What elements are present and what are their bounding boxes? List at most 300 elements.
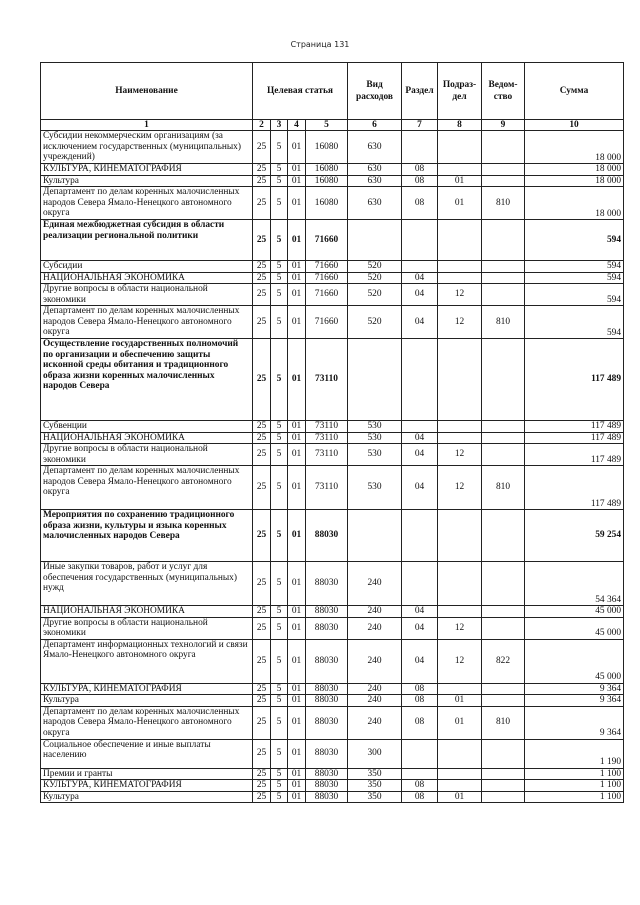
target-article-part: 01 bbox=[288, 421, 306, 433]
target-article-part: 01 bbox=[288, 284, 306, 306]
table-row bbox=[41, 444, 624, 466]
expense-type-cell: 240 bbox=[348, 606, 402, 618]
row-name-cell: Департамент по делам коренных малочисленных народов Севера Ямало-Ненецкого автономного округа bbox=[41, 706, 253, 739]
table-row bbox=[41, 639, 624, 683]
department-cell bbox=[482, 272, 525, 284]
budget-table bbox=[40, 62, 624, 803]
target-article-part: 01 bbox=[288, 432, 306, 444]
department-cell: 810 bbox=[482, 306, 525, 339]
subsection-cell bbox=[438, 339, 482, 421]
column-number: 4 bbox=[288, 120, 306, 131]
section-cell: 08 bbox=[402, 791, 438, 803]
amount-cell: 18 000 bbox=[525, 187, 624, 220]
row-name-cell: НАЦИОНАЛЬНАЯ ЭКОНОМИКА bbox=[41, 432, 253, 444]
department-cell: 810 bbox=[482, 466, 525, 510]
target-article-part: 25 bbox=[253, 791, 271, 803]
target-article-code: 88030 bbox=[306, 706, 348, 739]
section-cell: 04 bbox=[402, 272, 438, 284]
amount-cell: 1 100 bbox=[525, 768, 624, 780]
row-name-cell: Субвенции bbox=[41, 421, 253, 433]
target-article-part: 5 bbox=[271, 306, 288, 339]
row-name-cell: Департамент по делам коренных малочисленных народов Севера Ямало-Ненецкого автономного округа bbox=[41, 306, 253, 339]
section-cell: 08 bbox=[402, 695, 438, 707]
row-name-cell: Культура bbox=[41, 791, 253, 803]
target-article-part: 5 bbox=[271, 695, 288, 707]
target-article-part: 5 bbox=[271, 791, 288, 803]
table-row bbox=[41, 606, 624, 618]
amount-cell: 117 489 bbox=[525, 339, 624, 421]
target-article-code: 71660 bbox=[306, 261, 348, 273]
amount-cell: 18 000 bbox=[525, 131, 624, 164]
target-article-part: 25 bbox=[253, 421, 271, 433]
column-number: 7 bbox=[402, 120, 438, 131]
target-article-part: 01 bbox=[288, 131, 306, 164]
row-name-cell: Культура bbox=[41, 175, 253, 187]
subsection-cell bbox=[438, 261, 482, 273]
target-article-code: 73110 bbox=[306, 466, 348, 510]
expense-type-cell: 240 bbox=[348, 695, 402, 707]
target-article-part: 01 bbox=[288, 606, 306, 618]
target-article-part: 5 bbox=[271, 739, 288, 768]
target-article-part: 5 bbox=[271, 284, 288, 306]
subsection-cell: 12 bbox=[438, 466, 482, 510]
target-article-code: 88030 bbox=[306, 780, 348, 792]
target-article-part: 01 bbox=[288, 706, 306, 739]
target-article-part: 5 bbox=[271, 131, 288, 164]
section-cell: 08 bbox=[402, 706, 438, 739]
target-article-code: 88030 bbox=[306, 683, 348, 695]
department-cell: 822 bbox=[482, 639, 525, 683]
target-article-part: 25 bbox=[253, 606, 271, 618]
expense-type-cell: 520 bbox=[348, 272, 402, 284]
amount-cell: 18 000 bbox=[525, 164, 624, 176]
department-cell bbox=[482, 739, 525, 768]
table-row bbox=[41, 131, 624, 164]
target-article-part: 5 bbox=[271, 706, 288, 739]
target-article-part: 5 bbox=[271, 510, 288, 562]
amount-cell: 117 489 bbox=[525, 466, 624, 510]
target-article-code: 71660 bbox=[306, 272, 348, 284]
row-name-cell: НАЦИОНАЛЬНАЯ ЭКОНОМИКА bbox=[41, 272, 253, 284]
department-cell bbox=[482, 164, 525, 176]
table-row bbox=[41, 339, 624, 421]
table-row bbox=[41, 272, 624, 284]
row-name-cell: Единая межбюджетная субсидия в области реализации региональной политики bbox=[41, 220, 253, 261]
expense-type-cell: 240 bbox=[348, 639, 402, 683]
expense-type-cell bbox=[348, 339, 402, 421]
department-cell bbox=[482, 284, 525, 306]
row-name-cell: Субсидии некоммерческим организациям (за исключением государственных (муниципальных) учреждений) bbox=[41, 131, 253, 164]
target-article-part: 5 bbox=[271, 432, 288, 444]
table-row bbox=[41, 739, 624, 768]
row-name-cell: Социальное обеспечение и иные выплаты населению bbox=[41, 739, 253, 768]
amount-cell: 45 000 bbox=[525, 617, 624, 639]
target-article-part: 01 bbox=[288, 768, 306, 780]
row-name-cell: Другие вопросы в области национальной экономики bbox=[41, 444, 253, 466]
target-article-part: 25 bbox=[253, 131, 271, 164]
subsection-cell: 12 bbox=[438, 617, 482, 639]
amount-cell: 1 100 bbox=[525, 780, 624, 792]
row-name-cell: Премии и гранты bbox=[41, 768, 253, 780]
row-name-cell: КУЛЬТУРА, КИНЕМАТОГРАФИЯ bbox=[41, 780, 253, 792]
section-cell: 08 bbox=[402, 780, 438, 792]
row-name-cell: КУЛЬТУРА, КИНЕМАТОГРАФИЯ bbox=[41, 683, 253, 695]
department-cell bbox=[482, 768, 525, 780]
header-department: Ведом-ство bbox=[482, 63, 525, 120]
table-row bbox=[41, 432, 624, 444]
target-article-code: 16080 bbox=[306, 164, 348, 176]
department-cell: 810 bbox=[482, 187, 525, 220]
target-article-part: 01 bbox=[288, 272, 306, 284]
expense-type-cell: 520 bbox=[348, 284, 402, 306]
expense-type-cell: 240 bbox=[348, 683, 402, 695]
target-article-part: 01 bbox=[288, 164, 306, 176]
target-article-code: 88030 bbox=[306, 606, 348, 618]
row-name-cell: Субсидии bbox=[41, 261, 253, 273]
target-article-code: 71660 bbox=[306, 284, 348, 306]
row-name-cell: НАЦИОНАЛЬНАЯ ЭКОНОМИКА bbox=[41, 606, 253, 618]
target-article-part: 5 bbox=[271, 780, 288, 792]
amount-cell: 117 489 bbox=[525, 444, 624, 466]
section-cell: 04 bbox=[402, 466, 438, 510]
expense-type-cell: 350 bbox=[348, 780, 402, 792]
target-article-part: 01 bbox=[288, 791, 306, 803]
target-article-part: 01 bbox=[288, 639, 306, 683]
section-cell: 08 bbox=[402, 187, 438, 220]
subsection-cell bbox=[438, 768, 482, 780]
expense-type-cell: 240 bbox=[348, 617, 402, 639]
section-cell bbox=[402, 261, 438, 273]
target-article-part: 5 bbox=[271, 187, 288, 220]
row-name-cell: КУЛЬТУРА, КИНЕМАТОГРАФИЯ bbox=[41, 164, 253, 176]
table-row bbox=[41, 261, 624, 273]
target-article-part: 5 bbox=[271, 466, 288, 510]
target-article-part: 25 bbox=[253, 706, 271, 739]
expense-type-cell: 630 bbox=[348, 175, 402, 187]
section-cell: 04 bbox=[402, 444, 438, 466]
target-article-part: 25 bbox=[253, 683, 271, 695]
table-row bbox=[41, 780, 624, 792]
column-number-row bbox=[41, 120, 624, 131]
target-article-part: 5 bbox=[271, 768, 288, 780]
expense-type-cell bbox=[348, 510, 402, 562]
target-article-part: 5 bbox=[271, 175, 288, 187]
amount-cell: 1 100 bbox=[525, 791, 624, 803]
table-row bbox=[41, 768, 624, 780]
department-cell bbox=[482, 683, 525, 695]
target-article-code: 71660 bbox=[306, 306, 348, 339]
department-cell bbox=[482, 131, 525, 164]
target-article-part: 5 bbox=[271, 562, 288, 606]
target-article-part: 5 bbox=[271, 261, 288, 273]
table-row bbox=[41, 306, 624, 339]
expense-type-cell: 350 bbox=[348, 768, 402, 780]
expense-type-cell: 530 bbox=[348, 421, 402, 433]
department-cell bbox=[482, 421, 525, 433]
subsection-cell: 01 bbox=[438, 791, 482, 803]
subsection-cell bbox=[438, 510, 482, 562]
row-name-cell: Мероприятия по сохранению традиционного образа жизни, культуры и языка коренных малочисленных народов Севера bbox=[41, 510, 253, 562]
target-article-code: 71660 bbox=[306, 220, 348, 261]
amount-cell: 9 364 bbox=[525, 695, 624, 707]
section-cell bbox=[402, 131, 438, 164]
amount-cell: 594 bbox=[525, 261, 624, 273]
expense-type-cell: 530 bbox=[348, 466, 402, 510]
section-cell bbox=[402, 339, 438, 421]
subsection-cell bbox=[438, 164, 482, 176]
section-cell bbox=[402, 220, 438, 261]
expense-type-cell: 530 bbox=[348, 444, 402, 466]
target-article-part: 25 bbox=[253, 164, 271, 176]
target-article-part: 25 bbox=[253, 220, 271, 261]
subsection-cell: 01 bbox=[438, 175, 482, 187]
subsection-cell bbox=[438, 683, 482, 695]
amount-cell: 594 bbox=[525, 306, 624, 339]
subsection-cell bbox=[438, 739, 482, 768]
subsection-cell: 12 bbox=[438, 306, 482, 339]
column-number: 3 bbox=[271, 120, 288, 131]
column-number: 8 bbox=[438, 120, 482, 131]
department-cell bbox=[482, 510, 525, 562]
target-article-part: 25 bbox=[253, 432, 271, 444]
section-cell bbox=[402, 768, 438, 780]
section-cell: 04 bbox=[402, 639, 438, 683]
target-article-part: 25 bbox=[253, 617, 271, 639]
column-number: 5 bbox=[306, 120, 348, 131]
expense-type-cell: 240 bbox=[348, 562, 402, 606]
column-number: 10 bbox=[525, 120, 624, 131]
target-article-part: 01 bbox=[288, 562, 306, 606]
row-name-cell: Департамент по делам коренных малочисленных народов Севера Ямало-Ненецкого автономного округа bbox=[41, 466, 253, 510]
target-article-part: 25 bbox=[253, 768, 271, 780]
expense-type-cell: 240 bbox=[348, 706, 402, 739]
department-cell bbox=[482, 617, 525, 639]
row-name-cell: Другие вопросы в области национальной экономики bbox=[41, 617, 253, 639]
target-article-part: 5 bbox=[271, 421, 288, 433]
amount-cell: 59 254 bbox=[525, 510, 624, 562]
amount-cell: 117 489 bbox=[525, 421, 624, 433]
column-number: 2 bbox=[253, 120, 271, 131]
target-article-part: 25 bbox=[253, 175, 271, 187]
target-article-code: 88030 bbox=[306, 617, 348, 639]
subsection-cell bbox=[438, 606, 482, 618]
target-article-code: 16080 bbox=[306, 187, 348, 220]
section-cell: 04 bbox=[402, 617, 438, 639]
subsection-cell: 12 bbox=[438, 444, 482, 466]
table-row bbox=[41, 421, 624, 433]
expense-type-cell: 300 bbox=[348, 739, 402, 768]
target-article-part: 01 bbox=[288, 220, 306, 261]
row-name-cell: Департамент информационных технологий и связи Ямало-Ненецкого автономного округа bbox=[41, 639, 253, 683]
target-article-part: 01 bbox=[288, 187, 306, 220]
target-article-part: 5 bbox=[271, 220, 288, 261]
target-article-part: 01 bbox=[288, 444, 306, 466]
amount-cell: 45 000 bbox=[525, 639, 624, 683]
department-cell bbox=[482, 695, 525, 707]
expense-type-cell: 630 bbox=[348, 131, 402, 164]
table-row bbox=[41, 706, 624, 739]
target-article-code: 16080 bbox=[306, 131, 348, 164]
header-amount: Сумма bbox=[525, 63, 624, 120]
department-cell bbox=[482, 791, 525, 803]
target-article-part: 01 bbox=[288, 261, 306, 273]
target-article-code: 88030 bbox=[306, 639, 348, 683]
table-row bbox=[41, 617, 624, 639]
column-number: 9 bbox=[482, 120, 525, 131]
department-cell bbox=[482, 261, 525, 273]
department-cell bbox=[482, 432, 525, 444]
subsection-cell: 01 bbox=[438, 706, 482, 739]
target-article-part: 25 bbox=[253, 284, 271, 306]
target-article-part: 5 bbox=[271, 683, 288, 695]
section-cell: 04 bbox=[402, 306, 438, 339]
row-name-cell: Иные закупки товаров, работ и услуг для обеспечения государственных (муниципальных) нужд bbox=[41, 562, 253, 606]
target-article-code: 88030 bbox=[306, 510, 348, 562]
section-cell: 04 bbox=[402, 284, 438, 306]
target-article-part: 01 bbox=[288, 306, 306, 339]
table-row bbox=[41, 562, 624, 606]
subsection-cell bbox=[438, 220, 482, 261]
subsection-cell bbox=[438, 131, 482, 164]
target-article-part: 01 bbox=[288, 466, 306, 510]
section-cell bbox=[402, 421, 438, 433]
table-row bbox=[41, 510, 624, 562]
department-cell bbox=[482, 444, 525, 466]
target-article-code: 73110 bbox=[306, 444, 348, 466]
expense-type-cell: 520 bbox=[348, 306, 402, 339]
department-cell bbox=[482, 175, 525, 187]
table-row bbox=[41, 175, 624, 187]
target-article-part: 01 bbox=[288, 339, 306, 421]
target-article-part: 25 bbox=[253, 339, 271, 421]
expense-type-cell: 350 bbox=[348, 791, 402, 803]
subsection-cell bbox=[438, 780, 482, 792]
target-article-code: 88030 bbox=[306, 768, 348, 780]
column-number: 1 bbox=[41, 120, 253, 131]
expense-type-cell: 630 bbox=[348, 187, 402, 220]
table-row bbox=[41, 466, 624, 510]
target-article-code: 88030 bbox=[306, 695, 348, 707]
page-number-label: Страница 131 bbox=[290, 40, 350, 49]
column-number: 6 bbox=[348, 120, 402, 131]
header-target: Целевая статья bbox=[253, 63, 348, 120]
amount-cell: 117 489 bbox=[525, 432, 624, 444]
target-article-code: 73110 bbox=[306, 432, 348, 444]
target-article-part: 25 bbox=[253, 639, 271, 683]
target-article-part: 25 bbox=[253, 739, 271, 768]
target-article-code: 88030 bbox=[306, 562, 348, 606]
target-article-code: 73110 bbox=[306, 421, 348, 433]
amount-cell: 594 bbox=[525, 272, 624, 284]
target-article-part: 25 bbox=[253, 187, 271, 220]
target-article-part: 5 bbox=[271, 272, 288, 284]
amount-cell: 45 000 bbox=[525, 606, 624, 618]
department-cell bbox=[482, 562, 525, 606]
subsection-cell bbox=[438, 421, 482, 433]
table-row bbox=[41, 164, 624, 176]
section-cell: 04 bbox=[402, 606, 438, 618]
subsection-cell: 12 bbox=[438, 639, 482, 683]
expense-type-cell: 520 bbox=[348, 261, 402, 273]
header-row bbox=[41, 63, 624, 120]
table-row bbox=[41, 187, 624, 220]
header-name: Наименование bbox=[41, 63, 253, 120]
target-article-part: 25 bbox=[253, 261, 271, 273]
amount-cell: 1 190 bbox=[525, 739, 624, 768]
subsection-cell: 12 bbox=[438, 284, 482, 306]
subsection-cell bbox=[438, 272, 482, 284]
target-article-part: 01 bbox=[288, 739, 306, 768]
target-article-part: 25 bbox=[253, 695, 271, 707]
department-cell bbox=[482, 220, 525, 261]
target-article-part: 5 bbox=[271, 606, 288, 618]
target-article-part: 5 bbox=[271, 639, 288, 683]
target-article-part: 25 bbox=[253, 780, 271, 792]
subsection-cell: 01 bbox=[438, 187, 482, 220]
target-article-part: 25 bbox=[253, 272, 271, 284]
target-article-code: 88030 bbox=[306, 791, 348, 803]
target-article-part: 25 bbox=[253, 306, 271, 339]
row-name-cell: Другие вопросы в области национальной экономики bbox=[41, 284, 253, 306]
section-cell: 08 bbox=[402, 175, 438, 187]
target-article-part: 01 bbox=[288, 695, 306, 707]
expense-type-cell: 530 bbox=[348, 432, 402, 444]
table-row bbox=[41, 220, 624, 261]
table-row bbox=[41, 791, 624, 803]
header-section: Раздел bbox=[402, 63, 438, 120]
row-name-cell: Департамент по делам коренных малочисленных народов Севера Ямало-Ненецкого автономного округа bbox=[41, 187, 253, 220]
subsection-cell: 01 bbox=[438, 695, 482, 707]
department-cell bbox=[482, 339, 525, 421]
amount-cell: 594 bbox=[525, 284, 624, 306]
expense-type-cell: 630 bbox=[348, 164, 402, 176]
target-article-part: 01 bbox=[288, 617, 306, 639]
row-name-cell: Осуществление государственных полномочий по организации и обеспечению защиты исконной среды обитания и традиционного образа жизни коренных малочисленных народов Севера bbox=[41, 339, 253, 421]
target-article-part: 01 bbox=[288, 780, 306, 792]
target-article-part: 01 bbox=[288, 683, 306, 695]
target-article-part: 01 bbox=[288, 510, 306, 562]
department-cell bbox=[482, 780, 525, 792]
target-article-code: 16080 bbox=[306, 175, 348, 187]
target-article-part: 5 bbox=[271, 444, 288, 466]
target-article-part: 25 bbox=[253, 510, 271, 562]
amount-cell: 9 364 bbox=[525, 683, 624, 695]
header-subsection: Подраз-дел bbox=[438, 63, 482, 120]
section-cell bbox=[402, 562, 438, 606]
target-article-part: 5 bbox=[271, 617, 288, 639]
section-cell bbox=[402, 739, 438, 768]
header-expense-type: Вид расходов bbox=[348, 63, 402, 120]
amount-cell: 18 000 bbox=[525, 175, 624, 187]
table-row bbox=[41, 284, 624, 306]
target-article-part: 5 bbox=[271, 164, 288, 176]
department-cell bbox=[482, 606, 525, 618]
subsection-cell bbox=[438, 562, 482, 606]
subsection-cell bbox=[438, 432, 482, 444]
row-name-cell: Культура bbox=[41, 695, 253, 707]
table-row bbox=[41, 683, 624, 695]
target-article-part: 25 bbox=[253, 466, 271, 510]
section-cell: 08 bbox=[402, 164, 438, 176]
table-row bbox=[41, 695, 624, 707]
target-article-part: 25 bbox=[253, 562, 271, 606]
amount-cell: 594 bbox=[525, 220, 624, 261]
expense-type-cell bbox=[348, 220, 402, 261]
target-article-code: 88030 bbox=[306, 739, 348, 768]
target-article-part: 01 bbox=[288, 175, 306, 187]
amount-cell: 9 364 bbox=[525, 706, 624, 739]
department-cell: 810 bbox=[482, 706, 525, 739]
